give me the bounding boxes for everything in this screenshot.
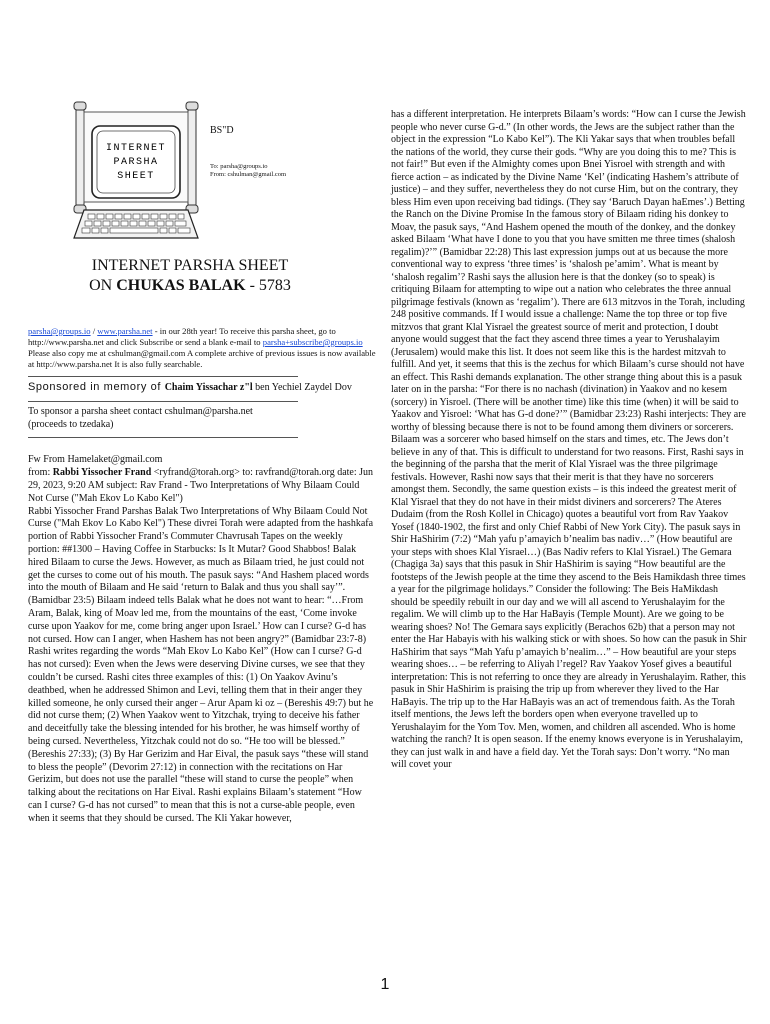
sponsor-line [28,381,376,395]
internet-parsha-sheet-logo [66,100,206,248]
sponsor-contact: To sponsor a parsha sheet contact cshulman@parsha.net [28,405,253,417]
divider [28,437,298,438]
sponsor-contact-2: (proceeds to tzedaka) [28,418,114,430]
divider [28,376,298,377]
page-title [40,256,340,296]
subscribe-link[interactable]: parsha+subscribe@groups.io [262,337,363,347]
logo-line-1: INTERNET [105,143,167,154]
logo-line-2: PARSHA [113,157,159,168]
right-body-text: has a different interpretation. He interprets Bilaam’s words: “How can I curse the Jewish people who never curse G-d.” (In other words, the Jews are the subject rather than the object in the expression “Lo Kabo Kel”). The Kli Yakar says that when troubles befall the nations of the world, they curse their gods. “Why are you doing this to me? This is not fair!” But even if the Almighty comes upon Bnei Yisroel with strength and with fierce action – as indicated by the Divine Name ‘Kel’ (indicating Hashem’s attribute of justice) – and they suffer, nevertheless they do not curse Him, but on the contrary, they bless Him even upon receiving bad tidings. (They say ‘Baruch Dayan haEmes’.) Betting the Ranch on the Divine Promise In the famous story of Bilaam riding his donkey to Moav, the pasuk says, “And Hashem opened the mouth of the donkey, and the donkey asked Bilaam ‘What have I done to you that you have smitten me three times (shalosh regalim)?’” (Bamidbar 22:28) This last expression jumps out at us because the more conventional way to express ‘three times’ is ‘shalosh pe’amim’. What is meant by ‘shalosh regalim’? Rashi says the allusion here is that the donkey (so to speak) is critiquing Bilaam for attempting to wipe out a nation who celebrates the three annual pilgrimage festivals (known as ‘regalim’). There are 613 mitzvos in the Torah, including 248 positive commands. If I would issue a challenge: Name the top three or top five mitzvos that grant Klal Yisrael the greatest source of merit and protection, I doubt anyone would suggest that the fact they ascend three times a year to Yerushalayim (Jerusalem) would make this list. It does not seem like this is the hardest mitzvah to fulfill. And yet, it seems that this is the zechus for which Bilaam’s curse should not have an effect. This Rashi demands explanation. The other strange thing about this is a pasuk later on in the parsha: “For there is no nachash (divination) in Yaakov and no kesem (sorcery) in Yisroel. (There will be another time) like this time (when) it will be said to Yaakov and Yisroel: ‘What has G-d done?’” (Bamidbar 23:23) Rashi interjects: They are worthy of blessing because there is not to be found among them diviners or sorcerers. Bilaam was a sorcerer who based himself on the stars and times, etc. The Jews don’t believe in any of that. This is difficult to understand for two reasons. First, Rashi says in the beginning of the parsha that the merit of Klal Yisrael was the three pilgrimage festivals. However, Rashi now says that their merit is that they have no sorcerers amongst them. Secondly, the same question exists – is this indeed the greatest merit of Klal Yisrael that they do not have in their midst diviners and sorcerers? The Ateres Dudaim (from the Rosh Kollel in Chicago) quotes a beautiful vort from Rav Yaakov Yosef (1840-1902, the first and only Chief Rabbi of New York City). The pasuk says in Shir HaShirim (7:2) “Mah yafu p’amayich b’nealim bas nadiv…” (How beautiful are your steps with shoes Klal Yisrael…) (Bas Nadiv refers to Klal Yisrael.) The Gemara (Chagiga 3a) says that this pasuk in Shir HaShirim is saying “How beautiful are the footsteps of the Jewish people at the time they ascend to the Beis Hamikdash three times a year for the pilgrimage holidays.” Consider the following: The Beis HaMikdash should be speedily rebuilt in our day and we will all ascend to Yerushalayim for the regalim. We will climb up to the Har HaBayis (Temple Mount). Are we going to be wearing shoes? No! The Gemara says explicitly (Berachos 62b) that a person may not enter the Har Habayis with his walking stick or with shoes. So how can the pasuk in Shir HaShirim that says “Mah Yafu p’amayich b’nealim…” – How beautiful are your steps wearing shoes… – be referring to Aliyah l’regel? Rav Yaakov Yosef gives a beautiful interpretation: This is not referring to once they are already in Yerushalayim. Rather, this pasuk in Shir HaShirim is praising the trip up from wherever they lived to the Har HaBayis. The trip up to the Har HaBayis was an act of tremendous faith. As the Torah itself mentions, the Jews left the borders open when everyone travelled up to Yerushalayim for the Yom Tov. Men, women, and children all ascended. Who is home watching the ranch? It is open season. If the enemy knows everyone is in Yerushalayim, they can just walk in and have a field day. Yet the Torah says: Don’t worry. “No man will covet your [391,109,747,770]
header-from-line: From: cshulman@gmail.com [210,171,287,178]
parsha-net-link[interactable]: www.parsha.net [97,326,153,336]
title-parsha: CHUKAS BALAK [116,277,246,294]
email-from-name: Rabbi Yissocher Frand [52,467,152,479]
logo-line-3: SHEET [117,171,155,182]
intro-sep: / [90,326,98,336]
title-line-1: INTERNET PARSHA SHEET [91,257,289,274]
email-from-rest: <ryfrand@torah.org> to: ravfrand@torah.org date: Jun 29, 2023, 9:20 AM subject: Rav Frand - Two Interpretations of Why Bilaam Could Not Curse ("Mah Ekov Lo Kabo Kel") [28,467,374,504]
header-to-line: To: parsha@groups.io [210,163,268,170]
title-year: - 5783 [245,277,291,294]
parsha-groups-link[interactable]: parsha@groups.io [28,326,91,336]
divider [28,401,298,402]
title-line-2 [40,276,340,296]
bsd-mark: BS"D [210,125,234,136]
title-on: ON [89,277,117,294]
left-column [28,326,376,826]
intro-paragraph [28,326,376,370]
email-from-prefix: from: [28,467,53,479]
sponsor-heading: Sponsored in memory of [28,381,165,393]
intro-text-2: Please also copy me at cshulman@gmail.com A complete archive of previous issues is now available at http://www.parsha.net It is also fully searchable. [28,348,376,369]
right-column [391,109,747,772]
email-from-line [28,467,376,505]
page-number: 1 [380,976,390,993]
intro-text-1: - in our 28th year! To receive this parsha sheet, go to http://www.parsha.net and click Subscribe or send a blank e-mail to [28,326,336,347]
left-body-text: Rabbi Yissocher Frand Parshas Balak Two Interpretations of Why Bilaam Could Not Curse ("Mah Ekov Lo Kabo Kel") These divrei Torah were adapted from the hashkafa portion of Rabbi Yissocher Frand’s Commuter Chavrusah Tapes on the weekly portion: ##1300 – Having Coffee in Starbucks: Is It Mutar? Good Shabbos! Balak hired Bilaam to curse the Jews. However, as much as Bilaam tried, he just could not get the curses to come out of his mouth. The pasuk says: “And Hashem placed words into the mouth of Bilaam and He said ‘return to Balak and thus you shall say’”. (Bamidbar 23:5) Bilaam indeed tells Balak what he does not want to hear: “…From Aram, Balak, king of Moav led me, from the mountains of the east, ‘Come invoke curse upon Yaakov for me, come bring anger upon Israel.’ How can I curse? G-d has not cursed. How can I anger, when Hashem has not been angry?” (Bamidbar 23:7-8) Rashi writes regarding the words “Mah Ekov Lo Kabo Kel” (How can I curse? G-d has not cursed): Even when the Jews were deserving Divine curses, we see that they couldn’t be cursed. Rashi cites three examples of this: (1) On Yaakov Avinu’s deathbed, when he addressed Shimon and Levi, telling them that in their anger they killed someone, he only cursed their anger – Arur Apam ki oz – (Bereshis 49:7) but he did not curse them; (2) When Yaakov went to Yitzchak, trying to deceive his father and deceitfully take the blessing intended for his brother, he was himself worthy of being cursed. Nevertheless, Yitzchak could not do so. “He too will be blessed.” (Bereshis 27:33); (3) By Har Gerizim and Har Eival, the pasuk says “these will stand to bless the people” (Devorim 27:12) in connection with the recitations on Har Gerizim, but does not use the parallel “these will stand to curse the people” when talking about the recitations on Har Eival. Rashi explains Bilaam’s statement “How can I curse? G-d has not cursed” to mean that this is not a curse-able people, even when it seems that they should be cursed. The Kli Yakar however, [28,505,374,824]
header-contact [210,163,286,179]
forward-line: Fw From Hamelaket@gmail.com [28,454,163,466]
sponsor-rest: ben Yechiel Zaydel Dov [252,382,352,393]
sponsor-name: Chaim Yissachar z"l [164,382,253,393]
